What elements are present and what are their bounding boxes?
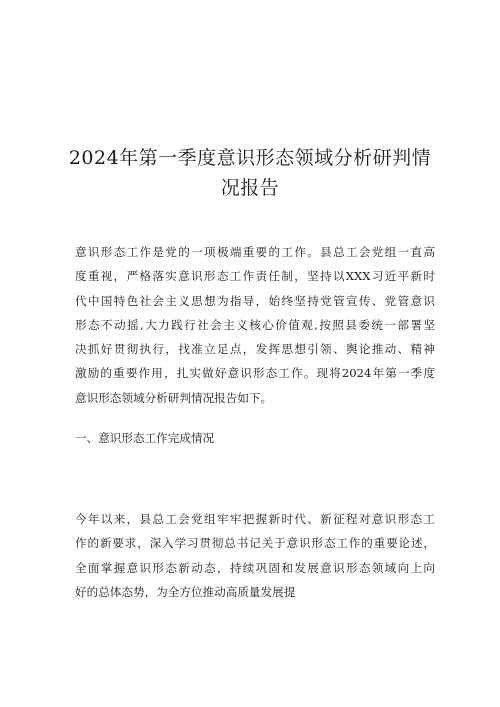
paragraph-line: 意识形态工作是党的一项极端重要的工作。县总工会党组一直高 <box>75 245 435 259</box>
paragraph-line: 全面掌握意识形态新动态，持续巩固和发展意识形态领域向上向 <box>75 560 435 575</box>
paragraph-line: 今年以来，县总工会党组牢牢把握新时代、新征程对意识形态工 <box>75 512 435 526</box>
paragraph-line: 度重视，严格落实意识形态工作责任制，坚持以XXX习近平新时 <box>75 269 435 284</box>
document-title-line-1: 2024年第一季度意识形态领域分析研判情 <box>68 147 432 169</box>
paragraph-line: 作的新要求，深入学习贯彻总书记关于意识形态工作的重要论述， <box>75 536 435 551</box>
section-heading: 一、意识形态工作完成情况 <box>75 431 215 445</box>
paragraph-line: 意识形态领域分析研判情况报告如下。 <box>75 390 273 405</box>
document-title-line-2: 况报告 <box>220 177 280 199</box>
paragraph-line: 代中国特色社会主义思想为指导，始终坚持党管宣传、党管意识 <box>75 293 435 308</box>
paragraph-line: 激励的重要作用，扎实做好意识形态工作。现将2024年第一季度 <box>75 366 435 381</box>
paragraph-line: 形态不动摇,大力践行社会主义核心价值观,按照县委统一部署坚 <box>75 317 435 332</box>
intro-paragraph <box>75 240 435 410</box>
paragraph-line: 决抓好贯彻执行，找准立足点，发挥思想引领、舆论推动、精神 <box>75 342 435 357</box>
paragraph-line: 好的总体态势，为全方位推动高质量发展提 <box>75 584 296 599</box>
section-paragraph <box>75 507 435 604</box>
